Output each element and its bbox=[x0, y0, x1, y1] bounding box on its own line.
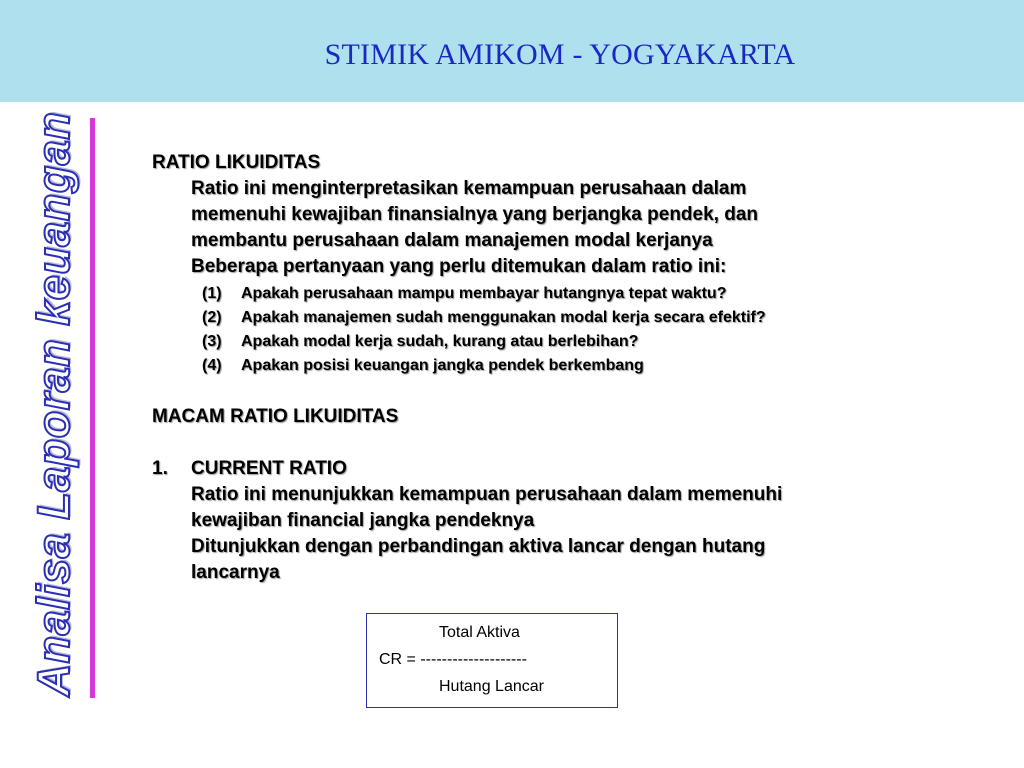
section-heading-macam-ratio: MACAM RATIO LIKUIDITAS bbox=[152, 406, 399, 427]
question-text: Apakah manajemen sudah menggunakan modal kerja secara efektif? bbox=[241, 309, 766, 326]
paragraph-line: Ratio ini menginterpretasikan kemampuan perusahaan dalam bbox=[191, 178, 747, 199]
question-text: Apakah modal kerja sudah, kurang atau berlebihan? bbox=[241, 333, 639, 350]
item-number: 1. bbox=[152, 458, 168, 479]
paragraph-line: kewajiban financial jangka pendeknya bbox=[191, 510, 535, 531]
slide-content bbox=[152, 150, 952, 586]
paragraph-line: Ditunjukkan dengan perbandingan aktiva lancar dengan hutang bbox=[191, 536, 766, 557]
question-number: (4) bbox=[202, 357, 222, 374]
vertical-divider bbox=[90, 118, 95, 698]
formula-denominator: Hutang Lancar bbox=[439, 678, 544, 695]
list-item bbox=[202, 354, 952, 378]
paragraph-line: Beberapa pertanyaan yang perlu ditemukan dalam ratio ini: bbox=[191, 256, 727, 277]
question-number: (3) bbox=[202, 333, 222, 350]
numbered-heading-current-ratio bbox=[152, 456, 952, 482]
slide-header-title: STIMIK AMIKOM - YOGYAKARTA bbox=[324, 38, 796, 71]
question-text: Apakan posisi keuangan jangka pendek berkembang bbox=[241, 357, 644, 374]
question-text: Apakah perusahaan mampu membayar hutangnya tepat waktu? bbox=[241, 285, 727, 302]
formula-lhs: CR = -------------------- bbox=[379, 651, 527, 668]
paragraph-line: Ratio ini menunjukkan kemampuan perusahaan dalam memenuhi bbox=[191, 484, 783, 505]
section-heading-ratio-likuiditas: RATIO LIKUIDITAS bbox=[152, 152, 321, 173]
paragraph-line: lancarnya bbox=[191, 562, 280, 583]
spacer bbox=[152, 430, 952, 456]
question-list bbox=[202, 282, 952, 378]
list-item bbox=[202, 330, 952, 354]
spacer bbox=[152, 378, 952, 404]
paragraph-line: membantu perusahaan dalam manajemen modal kerjanya bbox=[191, 230, 713, 251]
side-title: Analisa Laporan keuangan bbox=[28, 111, 79, 697]
formula-box bbox=[366, 613, 618, 708]
formula-numerator: Total Aktiva bbox=[439, 624, 520, 641]
side-title-container bbox=[24, 106, 84, 702]
question-number: (1) bbox=[202, 285, 222, 302]
list-item bbox=[202, 306, 952, 330]
question-number: (2) bbox=[202, 309, 222, 326]
list-item bbox=[202, 282, 952, 306]
paragraph-line: memenuhi kewajiban finansialnya yang berjangka pendek, dan bbox=[191, 204, 759, 225]
item-title: CURRENT RATIO bbox=[191, 458, 347, 479]
